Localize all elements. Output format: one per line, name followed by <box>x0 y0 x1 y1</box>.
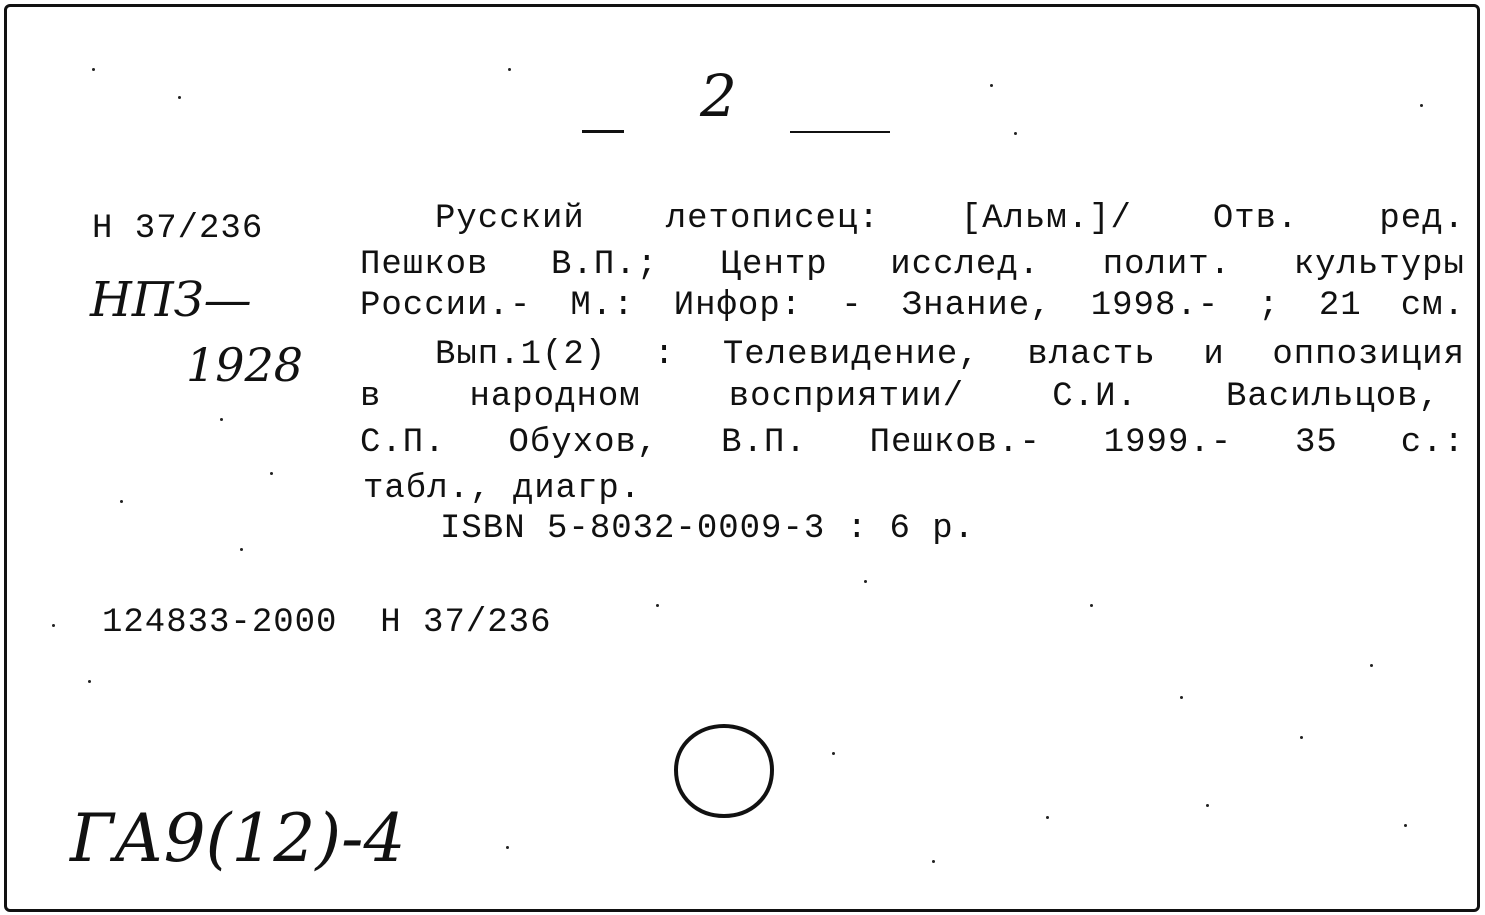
speck <box>656 604 659 607</box>
entry-line-1 <box>435 200 1465 238</box>
entry-word: 21 <box>1318 287 1362 325</box>
entry-word: Отв. <box>1212 200 1299 238</box>
round-stamp <box>668 720 780 822</box>
entry-word: Вып.1(2) <box>435 336 607 374</box>
entry-line-3 <box>360 287 1465 325</box>
entry-line-4 <box>435 336 1465 374</box>
speck <box>120 500 123 503</box>
speck <box>1300 736 1303 739</box>
speck <box>270 472 273 475</box>
entry-word: В.П. <box>721 424 807 462</box>
entry-word: и <box>1203 336 1225 374</box>
speck <box>1014 132 1017 135</box>
page-number: 2 <box>700 62 737 130</box>
entry-word: оппозиция <box>1272 336 1465 374</box>
entry-word: Телевидение, <box>722 336 980 374</box>
entry-word: исслед. <box>890 246 1041 284</box>
handwritten-year: 1928 <box>186 338 304 392</box>
isbn-line: ISBN 5-8032-0009-3 : 6 р. <box>440 510 976 548</box>
speck <box>1046 816 1049 819</box>
entry-word: власть <box>1027 336 1156 374</box>
speck <box>864 580 867 583</box>
entry-word: 1999.- <box>1103 424 1233 462</box>
entry-word: ред. <box>1379 200 1465 238</box>
entry-word: Пешков <box>360 246 489 284</box>
speck <box>1180 696 1183 699</box>
entry-line-2 <box>360 246 1465 284</box>
speck <box>932 860 935 863</box>
inventory-number: 124833-2000 Н 37/236 <box>102 604 552 642</box>
entry-word: Русский <box>435 200 585 238</box>
entry-word: : <box>653 336 676 374</box>
speck <box>1206 804 1209 807</box>
speck <box>506 846 509 849</box>
speck <box>88 680 91 683</box>
entry-word: Инфор: <box>673 287 803 325</box>
speck <box>990 84 993 87</box>
speck <box>832 752 835 755</box>
entry-word: полит. <box>1102 246 1232 284</box>
entry-word: летописец: <box>665 200 880 238</box>
entry-word: Пешков.- <box>869 424 1041 462</box>
entry-word: России.- <box>360 287 532 325</box>
speck <box>52 624 55 627</box>
entry-word: [Альм.]/ <box>960 200 1132 238</box>
page-number-dash-right <box>790 131 890 133</box>
entry-line-7: табл., диагр. <box>363 470 642 508</box>
entry-word: 1998.- <box>1090 287 1220 325</box>
entry-line-6 <box>360 424 1465 462</box>
speck <box>508 68 511 71</box>
handwritten-classification: ГА9(12)-4 <box>70 800 406 877</box>
entry-word: - <box>841 287 863 325</box>
page-number-dash-left <box>582 130 624 133</box>
speck <box>220 418 223 421</box>
entry-word: культуры <box>1293 246 1465 284</box>
entry-word: Центр <box>720 246 828 284</box>
speck <box>92 68 95 71</box>
entry-word: М.: <box>570 287 635 325</box>
handwritten-code: НПЗ— <box>90 272 252 328</box>
entry-word: в <box>360 378 382 416</box>
entry-word: В.П.; <box>551 246 659 284</box>
entry-word: народном <box>469 378 641 416</box>
speck <box>240 548 243 551</box>
speck <box>1090 604 1093 607</box>
speck <box>1420 104 1423 107</box>
entry-word: Обухов, <box>508 424 659 462</box>
speck <box>178 96 181 99</box>
entry-word: Васильцов, <box>1225 378 1440 416</box>
entry-word: 35 <box>1295 424 1338 462</box>
speck <box>1404 824 1407 827</box>
entry-word: Знание, <box>901 287 1052 325</box>
entry-word: восприятии/ <box>728 378 965 416</box>
entry-word: см. <box>1400 287 1465 325</box>
entry-word: ; <box>1258 287 1280 325</box>
entry-word: С.И. <box>1052 378 1138 416</box>
entry-word: С.П. <box>360 424 446 462</box>
speck <box>1370 664 1373 667</box>
entry-line-5 <box>360 378 1440 416</box>
shelfmark: Н 37/236 <box>92 210 264 248</box>
entry-word: с.: <box>1400 424 1465 462</box>
